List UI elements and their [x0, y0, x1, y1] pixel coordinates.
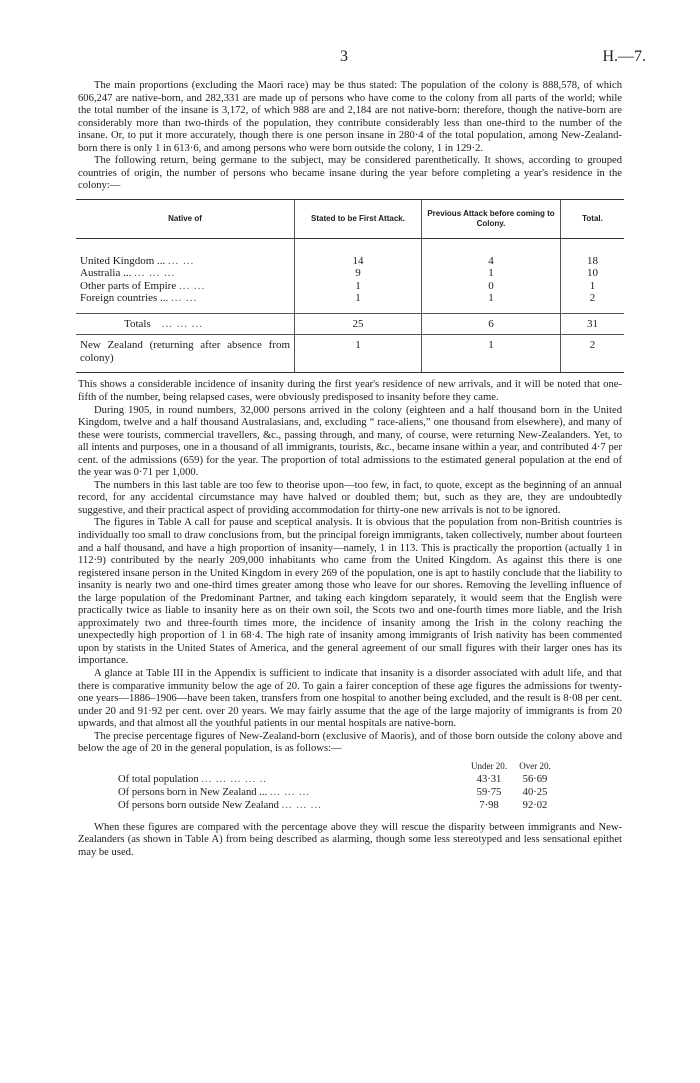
- cell-first: 1: [295, 292, 422, 313]
- cell-total: 2: [561, 292, 625, 313]
- row-label: Of persons born in New Zealand ...: [118, 786, 268, 798]
- cell-first: 1: [295, 280, 422, 293]
- row-label: Of total population: [118, 773, 199, 785]
- insanity-return-table: [76, 199, 624, 374]
- table-row: [118, 799, 558, 812]
- col-header-over-20: Over 20.: [519, 760, 551, 771]
- leader-dots: ... ... ...: [281, 799, 322, 811]
- cell-under-20: 43·31: [476, 773, 502, 785]
- leader-dots: ... ...: [168, 254, 195, 267]
- cell-total: 10: [561, 267, 625, 280]
- paragraph-conclusion: When these figures are compared with the percentage above they will rescue the disparity between immigrants and New-Zealanders (as shown in Table A) from being described as alarming, though some less stereotyped and less sensational epithet may be used.: [78, 821, 622, 858]
- leader-dots: ... ... ...: [161, 317, 203, 330]
- cell-total: 1: [561, 280, 625, 293]
- row-label: United Kingdom ...: [80, 254, 166, 267]
- col-header-under-20: Under 20.: [471, 760, 507, 771]
- cell-under-20: 7·98: [479, 799, 499, 811]
- cell-previous: 1: [422, 335, 561, 373]
- col-header-native: Native of: [76, 199, 295, 238]
- table-row: [118, 773, 558, 786]
- cell-total: 18: [561, 238, 625, 267]
- cell-over-20: 40·25: [522, 786, 548, 798]
- leader-dots: ... ... ... ... ..: [201, 773, 267, 785]
- cell-previous: 6: [422, 313, 561, 335]
- leader-dots: ... ...: [171, 292, 198, 305]
- col-header-total: Total.: [561, 199, 625, 238]
- age-table-header: [118, 760, 558, 773]
- paragraph-table-iii: A glance at Table III in the Appendix is sufficient to indicate that insanity is a disorder associated with adult life, and that there is comparative immunity below the age of 20. To gain a fairer conception of these age figures the admissions for twenty-one years—1886–1906—have been taken, transfers from one hospital to another being excluded, and the result is 8·08 per cent. under 20 and 91·92 per cent. over 20 years. We may fairly assume that the age of the large majority of immigrants is from 20 upwards, and that almost all the youthful patients in our mental hospitals are native-born.: [78, 668, 622, 730]
- document-code: H.—7.: [602, 48, 646, 65]
- cell-first: 14: [295, 238, 422, 267]
- leader-dots: ... ...: [178, 279, 206, 292]
- row-label: Australia ...: [80, 267, 132, 280]
- col-header-first-attack: Stated to be First Attack.: [295, 199, 422, 238]
- leader-dots: ... ... ...: [269, 786, 310, 798]
- totals-label: Totals: [124, 317, 151, 330]
- table-header-row: [76, 199, 624, 238]
- paragraph-table-a: The figures in Table A call for pause and sceptical analysis. It is obvious that the population from non-British countries is individually too small to draw conclusions from, but the principal foreign immigrants, taken collectively, number about fourteen and a half thousand, and have a high proportion of insanity—namely, 1 in 113. This is practically the proportion (actually 1 in 112·9) contributed by the nearly 209,000 inhabitants who came from the United Kingdom. As against this there is one registered insane person in the United Kingdom in every 269 of the population, one is apt to hastily conclude that the liability to insanity is nearly two and one-third times greater among those who leave for our shores. Removing the levelling influence of the large population of the Predominant Partner, and taking each kingdom separately, it would seem that the English were practically twice as liable to insanity here as on their own soil, the Scots two and one-fourth times more liable, and the Irish approximately two and three-fourth times more, the incidence of insanity among the Irish in the colony reaching the unexpectedly high proportion of 1 in 68·4. The high rate of insanity among immigrants of Irish nativity has been commented upon by statists in the United States of America, and the general agreement of our small figures with their larger ones has its importance.: [78, 517, 622, 667]
- paragraph-main-proportions: The main proportions (excluding the Maori race) may be thus stated: The population of the colony is 888,578, of which 606,247 are native-born, and 282,331 are made up of persons who have come to the colony from all parts of the world; while the total number of the insane is 3,172, of which 988 are and 2,184 are not native-born: therefore, though the native-born are considerably more than two-thirds of the population, they contribute considerably less than one-third to the number of the insane. Or, to put it more accurately, though there is one person insane in 280·4 of the total population, among New-Zealand-born there is only 1 in 613·6, and among persons who were born outside the colony, 1 in 129·2.: [78, 80, 622, 154]
- leader-dots: ... ... ...: [134, 267, 176, 280]
- row-label: Of persons born outside New Zealand: [118, 799, 279, 811]
- table-row: [76, 280, 624, 293]
- row-label: Other parts of Empire: [80, 279, 177, 292]
- table-row: [76, 267, 624, 280]
- cell-first: 25: [295, 313, 422, 335]
- col-header-previous-attack: Previous Attack before coming to Colony.: [422, 199, 561, 238]
- cell-previous: 4: [422, 238, 561, 267]
- cell-total: 2: [561, 335, 625, 373]
- cell-over-20: 92·02: [522, 799, 548, 811]
- age-percentage-table: [118, 760, 558, 812]
- paragraph-return-intro: The following return, being germane to the subject, may be considered parenthetically. It shows, according to grouped countries of origin, the number of persons who became insane during the year before completing a year's residence in the colony:—: [78, 155, 622, 192]
- nz-row: [76, 335, 624, 373]
- paragraph-incidence: This shows a considerable incidence of insanity during the first year's residence of new arrivals, and it will be noted that one-fifth of the number, being relapsed cases, were obviously predisposed to insanity before they came.: [78, 379, 622, 403]
- table-row: [76, 292, 624, 313]
- cell-first: 9: [295, 267, 422, 280]
- cell-over-20: 56·69: [522, 773, 548, 785]
- cell-previous: 1: [422, 292, 561, 313]
- page-number: 3: [340, 48, 348, 65]
- cell-first: 1: [295, 335, 422, 373]
- paragraph-numbers-too-few: The numbers in this last table are too few to theorise upon—too few, in fact, to quote, except as the beginning of an annual record, for any accidental circumstance may have halved or doubled them; but, such as they are, they are undoubtedly suggestive, and their practical aspect of providing accommodation for thirty-one new arrivals is not to be ignored.: [78, 479, 622, 516]
- totals-row: [76, 313, 624, 335]
- table-row: [118, 786, 558, 799]
- row-label: Foreign countries ...: [80, 292, 169, 305]
- page-body: [78, 80, 622, 859]
- paragraph-percentage-intro: The precise percentage figures of New-Zealand-born (exclusive of Maoris), and of those born outside the colony above and below the age of 20 in the general population, is as follows:—: [78, 730, 622, 755]
- table-row: [76, 238, 624, 267]
- cell-total: 31: [561, 313, 625, 335]
- paragraph-arrivals-1905: During 1905, in round numbers, 32,000 persons arrived in the colony (eighteen and a half thousand born in the United Kingdom, twelve and a half thousand Australasians, and, excluding “ race-aliens,” one thousand from elsewhere), and many of these were tourists, commercial travellers, &c., passing through, and many, of course, were returning New-Zealanders. Yet, to all intents and purposes, one in a thousand of all immigrants, tourists, &c., became insane within a year, and contributed 4·7 per cent. of the admissions (659) for the year. The proportion of total admissions to the estimated general population at the end of the year was 0·71 per 1,000.: [78, 404, 622, 479]
- cell-previous: 0: [422, 280, 561, 293]
- cell-previous: 1: [422, 267, 561, 280]
- cell-under-20: 59·75: [476, 786, 502, 798]
- nz-label: New Zealand (returning after absence from colony): [80, 339, 290, 364]
